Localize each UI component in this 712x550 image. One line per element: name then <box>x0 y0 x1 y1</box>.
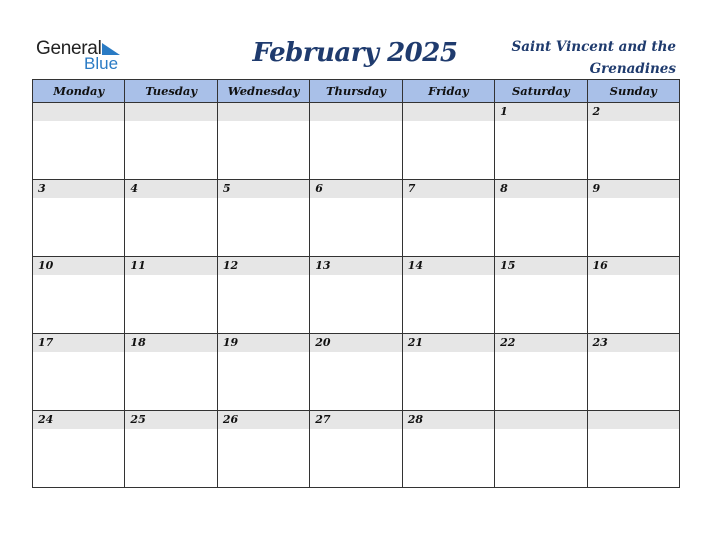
day-number: 13 <box>310 257 401 275</box>
region-line-2: Grenadines <box>589 61 676 77</box>
day-cell[interactable] <box>310 257 402 334</box>
day-number <box>33 103 124 121</box>
weekday-wednesday: Wednesday <box>217 80 309 103</box>
day-cell[interactable] <box>217 411 309 488</box>
day-cell[interactable] <box>402 334 494 411</box>
weekday-tuesday: Tuesday <box>125 80 217 103</box>
day-cell[interactable] <box>587 334 679 411</box>
day-number: 9 <box>588 180 679 198</box>
day-cell[interactable] <box>310 103 402 180</box>
day-number <box>218 103 309 121</box>
day-cell[interactable] <box>402 103 494 180</box>
day-number: 1 <box>495 103 586 121</box>
day-cell[interactable] <box>33 257 125 334</box>
day-cell[interactable] <box>402 411 494 488</box>
day-number: 8 <box>495 180 586 198</box>
day-cell[interactable] <box>33 411 125 488</box>
week-row <box>33 411 680 488</box>
day-cell[interactable] <box>495 334 587 411</box>
week-row <box>33 103 680 180</box>
day-cell[interactable] <box>402 257 494 334</box>
weekday-friday: Friday <box>402 80 494 103</box>
day-number: 17 <box>33 334 124 352</box>
week-row <box>33 257 680 334</box>
day-cell[interactable] <box>33 103 125 180</box>
day-number: 21 <box>403 334 494 352</box>
day-number: 28 <box>403 411 494 429</box>
day-number: 27 <box>310 411 401 429</box>
day-cell[interactable] <box>125 334 217 411</box>
calendar-grid <box>32 79 680 488</box>
day-cell[interactable] <box>495 180 587 257</box>
weekday-header-row <box>33 80 680 103</box>
region-name <box>506 36 676 80</box>
day-cell[interactable] <box>125 257 217 334</box>
calendar-title: February 2025 <box>252 38 458 68</box>
day-number: 24 <box>33 411 124 429</box>
day-number: 26 <box>218 411 309 429</box>
logo-blue-text: Blue <box>84 54 119 73</box>
day-cell[interactable] <box>125 103 217 180</box>
day-cell[interactable] <box>587 257 679 334</box>
day-cell[interactable] <box>125 180 217 257</box>
day-number: 7 <box>403 180 494 198</box>
day-number <box>125 103 216 121</box>
day-number: 14 <box>403 257 494 275</box>
day-cell[interactable] <box>310 180 402 257</box>
day-number: 23 <box>588 334 679 352</box>
day-number: 10 <box>33 257 124 275</box>
day-cell[interactable] <box>310 411 402 488</box>
day-number: 20 <box>310 334 401 352</box>
logo <box>36 38 126 74</box>
day-number: 18 <box>125 334 216 352</box>
day-number: 3 <box>33 180 124 198</box>
day-number: 19 <box>218 334 309 352</box>
weekday-thursday: Thursday <box>310 80 402 103</box>
day-number <box>403 103 494 121</box>
day-cell[interactable] <box>495 257 587 334</box>
week-row <box>33 334 680 411</box>
day-number: 5 <box>218 180 309 198</box>
day-number: 6 <box>310 180 401 198</box>
day-number: 15 <box>495 257 586 275</box>
day-number: 16 <box>588 257 679 275</box>
day-number <box>588 411 679 429</box>
day-number: 4 <box>125 180 216 198</box>
day-cell[interactable] <box>587 103 679 180</box>
day-cell[interactable] <box>217 334 309 411</box>
day-number: 22 <box>495 334 586 352</box>
day-cell[interactable] <box>495 411 587 488</box>
day-number: 11 <box>125 257 216 275</box>
day-cell[interactable] <box>495 103 587 180</box>
day-cell[interactable] <box>125 411 217 488</box>
day-cell[interactable] <box>217 257 309 334</box>
weekday-monday: Monday <box>33 80 125 103</box>
day-number <box>495 411 586 429</box>
day-cell[interactable] <box>587 180 679 257</box>
logo-general-text: General <box>36 38 102 59</box>
day-cell[interactable] <box>310 334 402 411</box>
day-number: 12 <box>218 257 309 275</box>
day-number: 2 <box>588 103 679 121</box>
region-line-1: Saint Vincent and the <box>511 39 676 55</box>
day-cell[interactable] <box>33 334 125 411</box>
week-row <box>33 180 680 257</box>
day-cell[interactable] <box>402 180 494 257</box>
weekday-sunday: Sunday <box>587 80 679 103</box>
day-number <box>310 103 401 121</box>
day-cell[interactable] <box>217 180 309 257</box>
day-number: 25 <box>125 411 216 429</box>
day-cell[interactable] <box>217 103 309 180</box>
weekday-saturday: Saturday <box>495 80 587 103</box>
calendar-body <box>33 103 680 488</box>
day-cell[interactable] <box>33 180 125 257</box>
day-cell[interactable] <box>587 411 679 488</box>
